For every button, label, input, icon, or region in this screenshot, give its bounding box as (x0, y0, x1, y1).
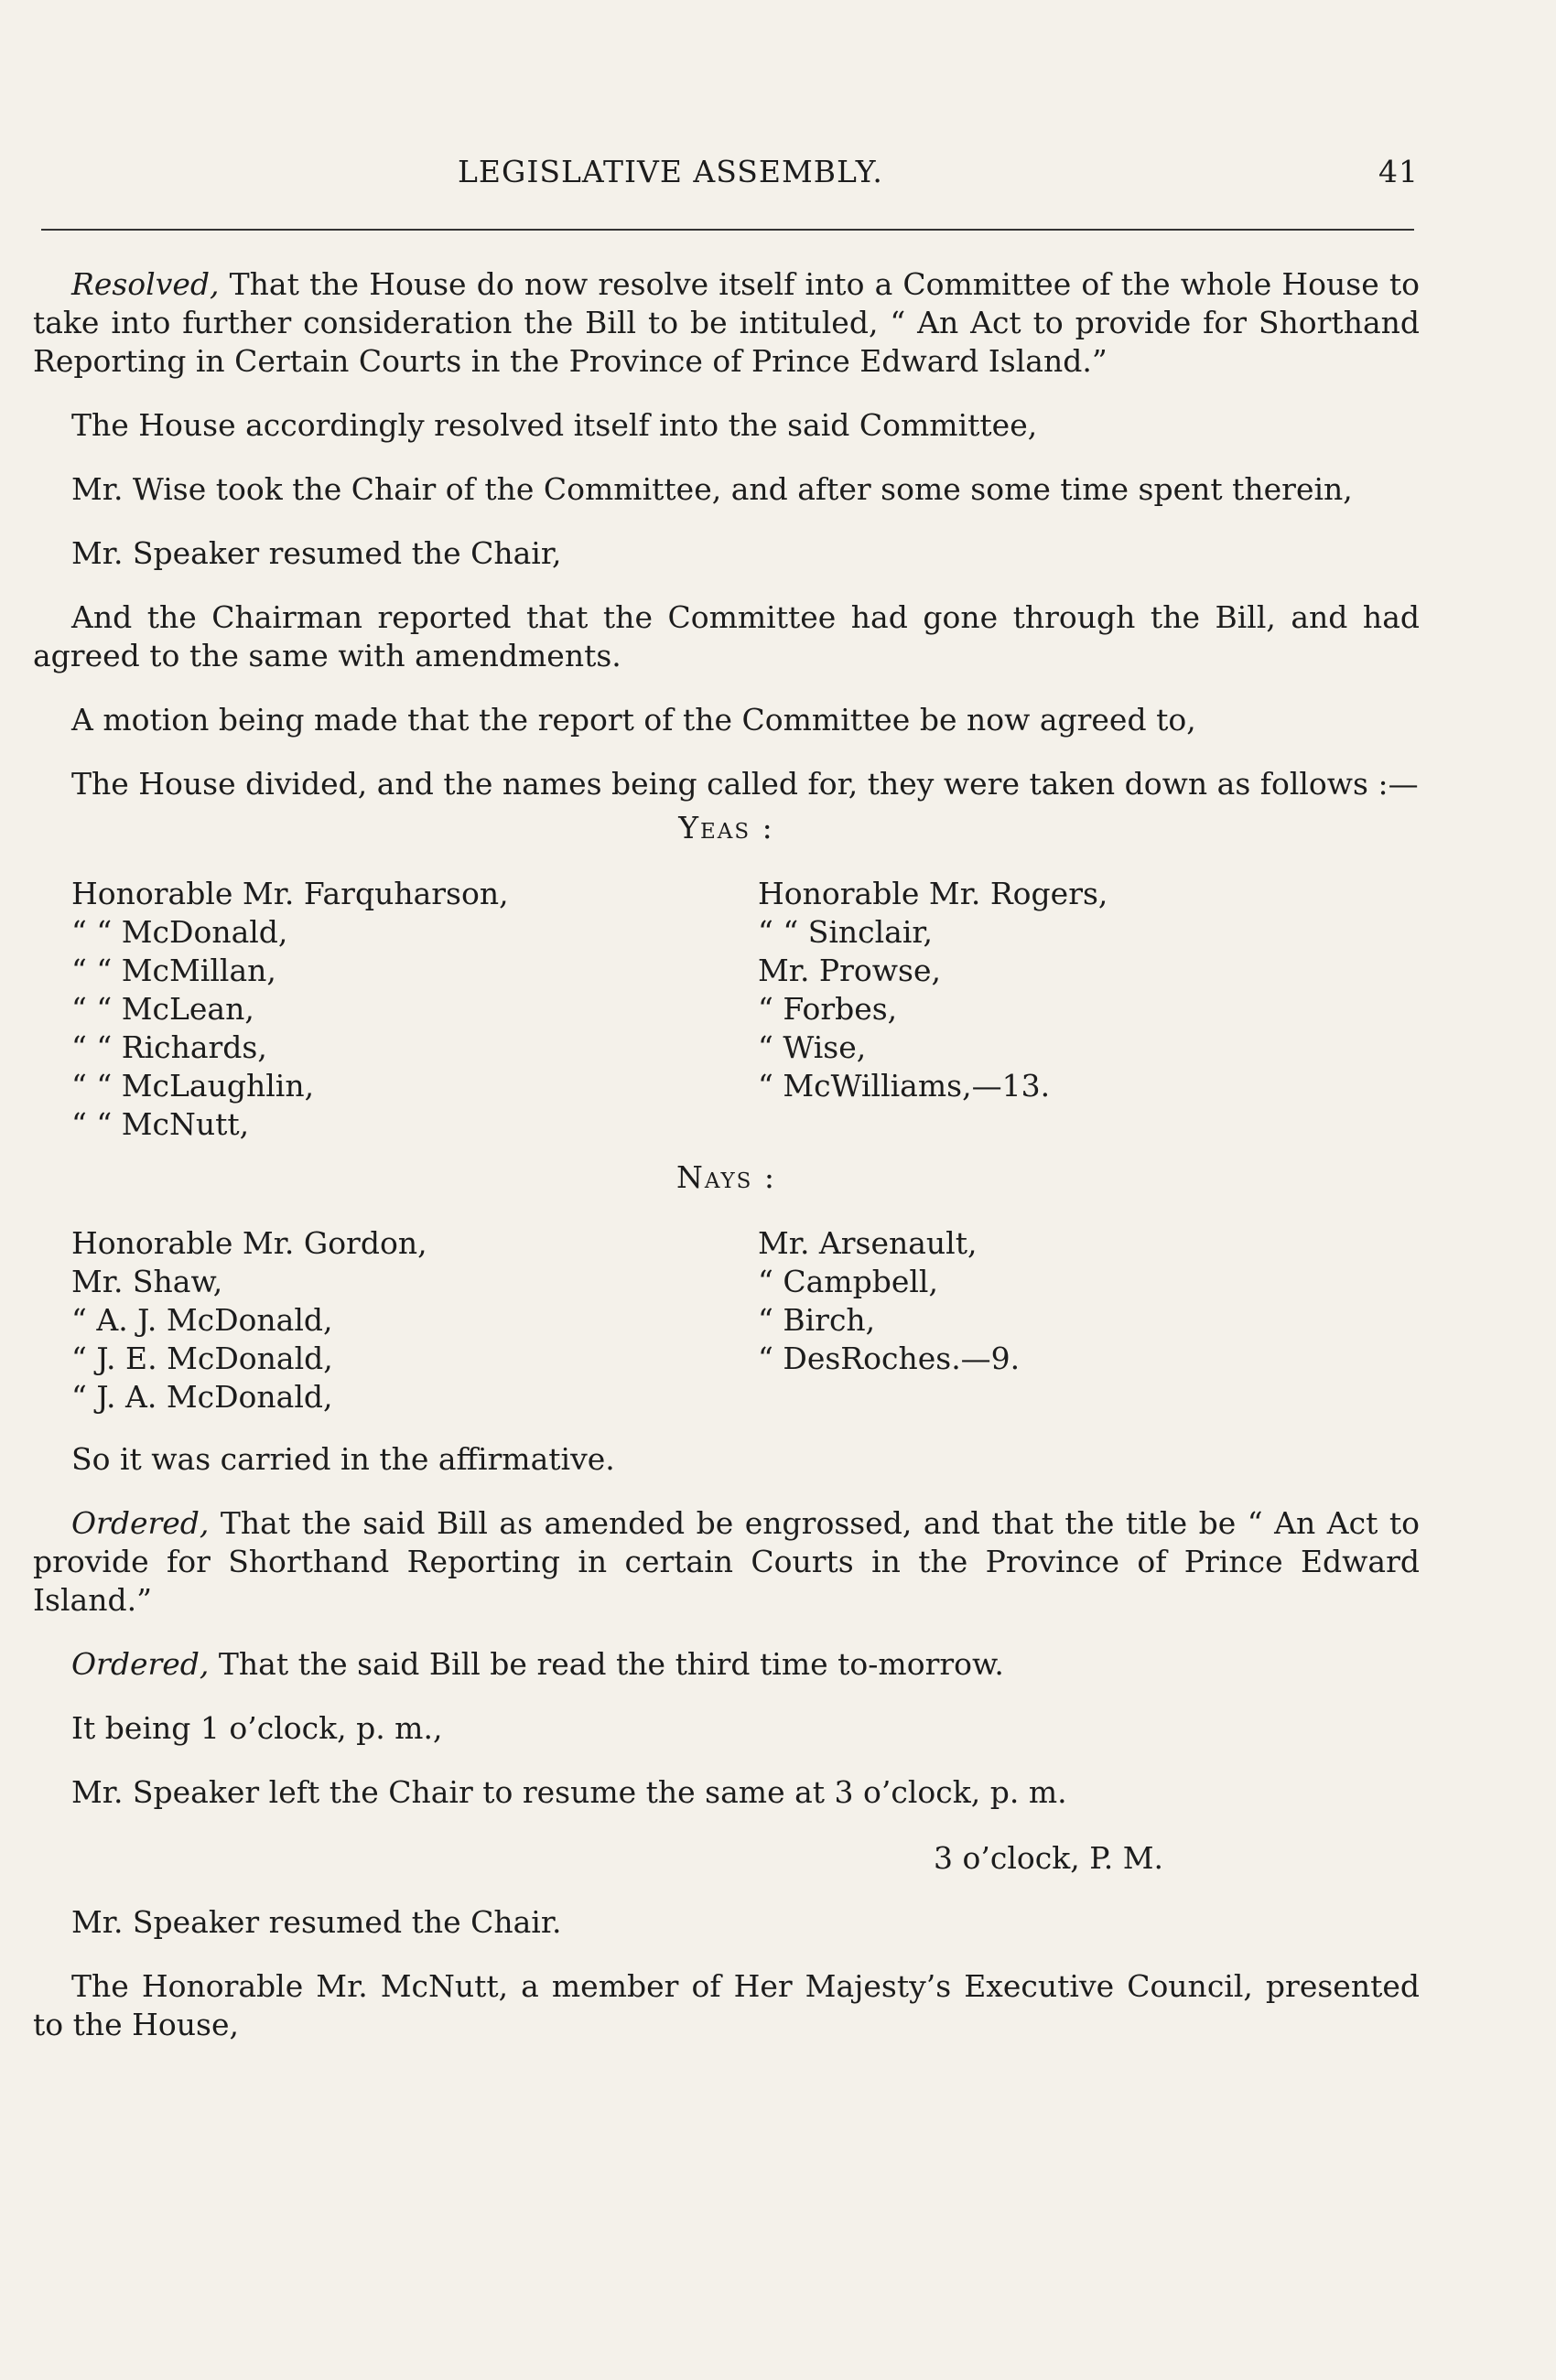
paragraph: A motion being made that the report of the Committee be now agreed to, (71, 702, 1196, 738)
paragraph: Mr. Speaker resumed the Chair. (71, 1904, 562, 1940)
yeas-list (33, 875, 1420, 1149)
ordered-lead: Ordered, (71, 1505, 210, 1541)
member-name: “ “ Sinclair, (758, 914, 934, 950)
nays-heading: Nays : (675, 1159, 777, 1195)
member-name: “ A. J. McDonald, (71, 1302, 333, 1338)
member-name: “ “ McLaughlin, (71, 1068, 315, 1104)
member-name: “ “ McLean, (71, 991, 254, 1027)
page-number: 41 (1378, 154, 1419, 189)
member-name: Mr. Arsenault, (758, 1225, 978, 1261)
paragraph: The House divided, and the names being called for, they were taken down as follows :— (71, 766, 1419, 802)
yeas-right-column (758, 875, 1108, 1105)
member-name: Mr. Shaw, (71, 1264, 223, 1299)
yeas-heading: Yeas : (678, 810, 774, 845)
yeas-left-column (71, 875, 509, 1144)
member-name: Honorable Mr. Farquharson, (71, 876, 509, 911)
paragraph: Mr. Speaker left the Chair to resume the same at 3 o’clock, p. m. (71, 1774, 1067, 1810)
member-name: Mr. Prowse, (758, 953, 941, 988)
member-name: Honorable Mr. Rogers, (758, 876, 1108, 911)
member-name: “ McWilliams,—13. (758, 1068, 1051, 1104)
nays-right-column (758, 1224, 1020, 1378)
member-name: “ “ McNutt, (71, 1106, 250, 1142)
member-name: Honorable Mr. Gordon, (71, 1225, 427, 1261)
member-name: “ J. E. McDonald, (71, 1341, 333, 1376)
header-title: LEGISLATIVE ASSEMBLY. (458, 154, 883, 189)
member-name: “ “ McMillan, (71, 953, 276, 988)
member-name: “ DesRoches.—9. (758, 1341, 1021, 1376)
paragraph-ordered (33, 1645, 1420, 1684)
member-name: “ “ Richards, (71, 1029, 267, 1065)
ordered-text: That the said Bill be read the third time to-morrow. (209, 1646, 1004, 1682)
paragraph: It being 1 o’clock, p. m., (71, 1710, 443, 1746)
member-name: “ Wise, (758, 1029, 867, 1065)
paragraph: Mr. Wise took the Chair of the Committee, and after some some time spent therein, (71, 471, 1353, 507)
paragraph: The House accordingly resolved itself into the said Committee, (71, 407, 1038, 443)
ordered-lead: Ordered, (71, 1646, 210, 1682)
paragraph-resolved (33, 265, 1420, 381)
member-name: “ “ McDonald, (71, 914, 288, 950)
ordered-text: That the said Bill as amended be engrossed, and that the title be “ An Act to provide for Shorthand Reporting in certain Courts in the Province of Prince Edward Island.” (33, 1505, 1420, 1618)
member-name: “ J. A. McDonald, (71, 1379, 333, 1415)
paragraph: So it was carried in the affirmative. (71, 1441, 615, 1477)
running-header (37, 154, 1419, 199)
paragraph-ordered (33, 1504, 1420, 1620)
paragraph: Mr. Speaker resumed the Chair, (71, 535, 562, 571)
member-name: “ Forbes, (758, 991, 898, 1027)
resolved-lead: Resolved, (71, 266, 220, 302)
paragraph: The Honorable Mr. McNutt, a member of Her Majesty’s Executive Council, presented to the House, (33, 1968, 1420, 2042)
header-rule (41, 229, 1414, 231)
page-body (33, 265, 1420, 2070)
member-name: “ Campbell, (758, 1264, 938, 1299)
time-signoff: 3 o’clock, P. M. (934, 1840, 1163, 1876)
nays-list (33, 1224, 1420, 1416)
resolved-text: That the House do now resolve itself into a Committee of the whole House to take into further consideration the Bill to be intituled, “ An Act to provide for Shorthand Reporting in Certain Courts in the Province of Prince Edward Island.” (33, 266, 1420, 379)
nays-left-column (71, 1224, 427, 1416)
paragraph: And the Chairman reported that the Committee had gone through the Bill, and had agreed to the same with amendments. (33, 599, 1420, 673)
member-name: “ Birch, (758, 1302, 876, 1338)
